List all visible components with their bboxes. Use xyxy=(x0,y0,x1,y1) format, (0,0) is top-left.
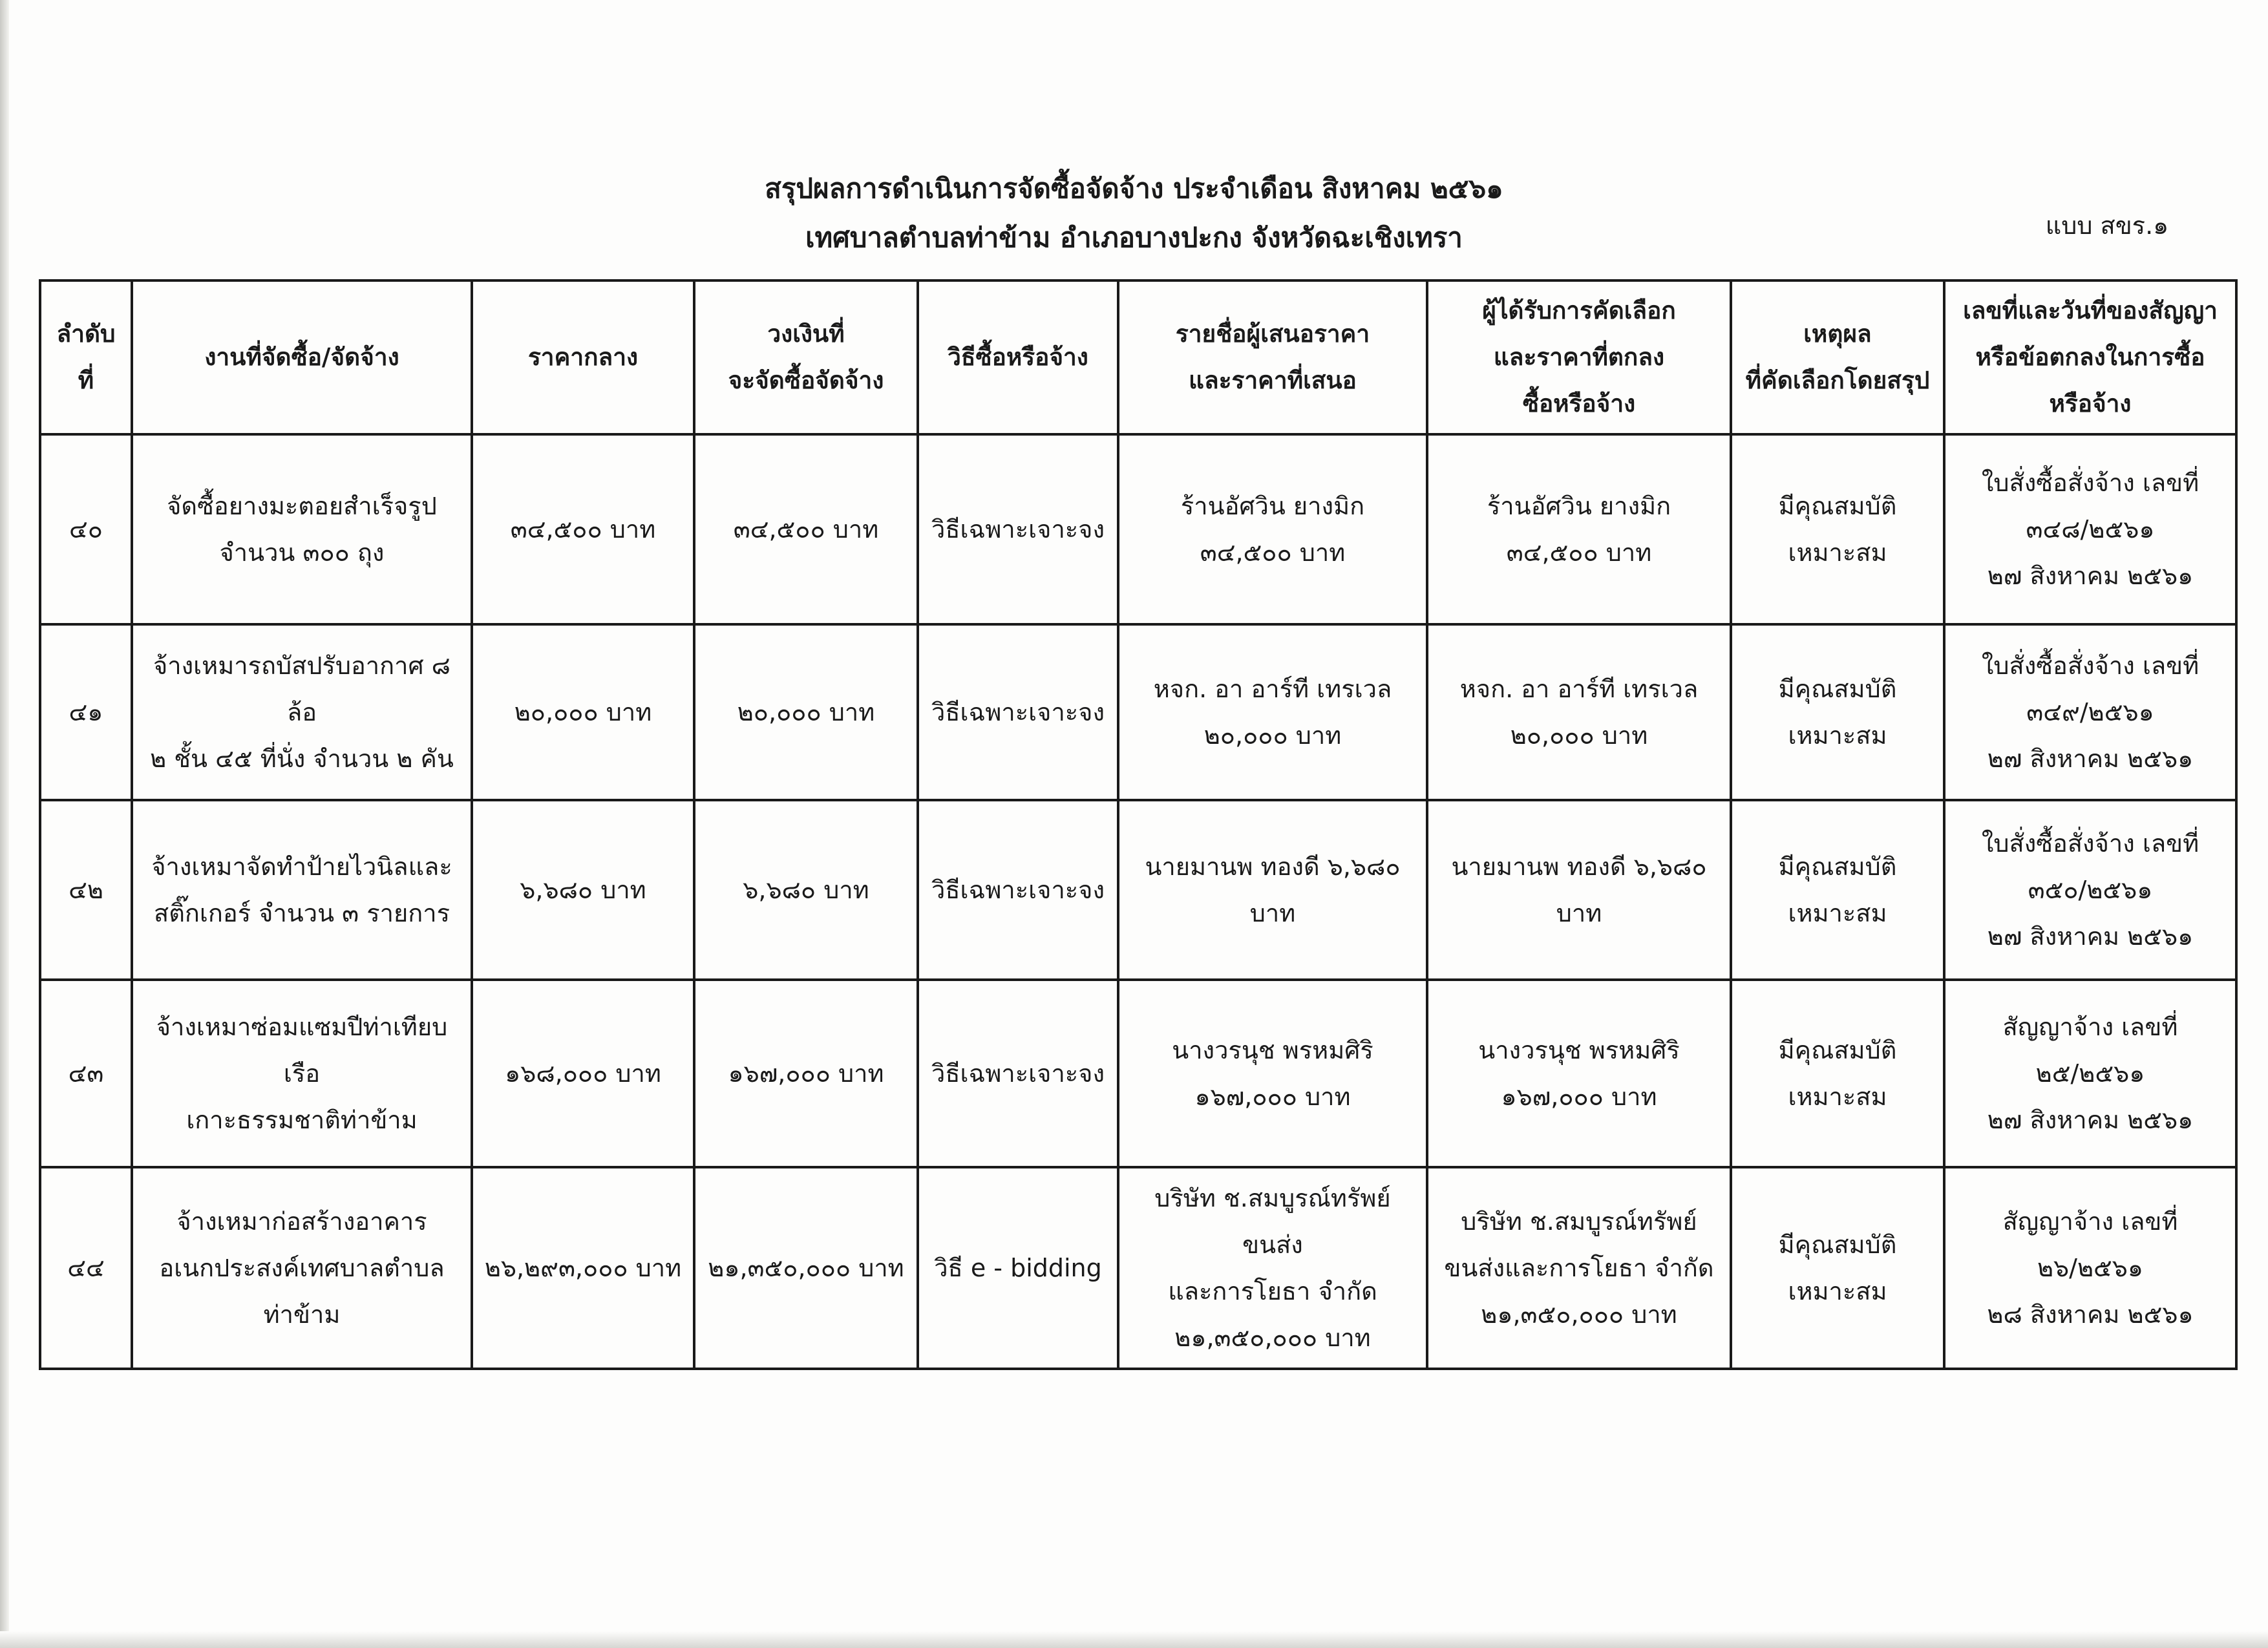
cell-no: ๔๒ xyxy=(40,800,132,980)
cell-no: ๔๐ xyxy=(40,434,132,624)
cell-median-price: ๓๔,๕๐๐ บาท xyxy=(472,434,694,624)
cell-bidders: หจก. อา อาร์ที เทรเวล ๒๐,๐๐๐ บาท xyxy=(1118,624,1427,800)
cell-median-price: ๖,๖๘๐ บาท xyxy=(472,800,694,980)
cell-contract: ใบสั่งซื้อสั่งจ้าง เลขที่ ๓๕๐/๒๕๖๑ ๒๗ สิงหาคม ๒๕๖๑ xyxy=(1944,800,2236,980)
form-code: แบบ สขร.๑ xyxy=(2045,211,2169,240)
cell-bidders: นายมานพ ทองดี ๖,๖๘๐ บาท xyxy=(1118,800,1427,980)
cell-budget: ๑๖๗,๐๐๐ บาท xyxy=(694,980,918,1167)
cell-budget: ๓๔,๕๐๐ บาท xyxy=(694,434,918,624)
cell-budget: ๖,๖๘๐ บาท xyxy=(694,800,918,980)
cell-budget: ๒๐,๐๐๐ บาท xyxy=(694,624,918,800)
cell-reason: มีคุณสมบัติ เหมาะสม xyxy=(1731,800,1944,980)
cell-reason: มีคุณสมบัติ เหมาะสม xyxy=(1731,434,1944,624)
cell-winner: หจก. อา อาร์ที เทรเวล ๒๐,๐๐๐ บาท xyxy=(1427,624,1731,800)
cell-method: วิธีเฉพาะเจาะจง xyxy=(918,434,1118,624)
table-row xyxy=(40,980,2236,1167)
cell-median-price: ๒๖,๒๙๓,๐๐๐ บาท xyxy=(472,1167,694,1369)
cell-winner: นายมานพ ทองดี ๖,๖๘๐ บาท xyxy=(1427,800,1731,980)
cell-budget: ๒๑,๓๕๐,๐๐๐ บาท xyxy=(694,1167,918,1369)
table-row xyxy=(40,1167,2236,1369)
cell-item: จ้างเหมาจัดทำป้ายไวนิลและ สติ๊กเกอร์ จำนวน ๓ รายการ xyxy=(132,800,472,980)
cell-contract: ใบสั่งซื้อสั่งจ้าง เลขที่ ๓๔๙/๒๕๖๑ ๒๗ สิงหาคม ๒๕๖๑ xyxy=(1944,624,2236,800)
cell-no: ๔๓ xyxy=(40,980,132,1167)
cell-bidders: นางวรนุช พรหมศิริ ๑๖๗,๐๐๐ บาท xyxy=(1118,980,1427,1167)
cell-no: ๔๑ xyxy=(40,624,132,800)
cell-item: จ้างเหมาซ่อมแซมปีท่าเทียบเรือ เกาะธรรมชาติท่าข้าม xyxy=(132,980,472,1167)
col-header-method: วิธีซื้อหรือจ้าง xyxy=(918,280,1118,434)
procurement-table xyxy=(39,279,2238,1370)
col-header-budget: วงเงินที่ จะจัดซื้อจัดจ้าง xyxy=(694,280,918,434)
cell-method: วิธี e - bidding xyxy=(918,1167,1118,1369)
cell-reason: มีคุณสมบัติ เหมาะสม xyxy=(1731,1167,1944,1369)
cell-contract: สัญญาจ้าง เลขที่ ๒๕/๒๕๖๑ ๒๗ สิงหาคม ๒๕๖๑ xyxy=(1944,980,2236,1167)
cell-no: ๔๔ xyxy=(40,1167,132,1369)
col-header-item: งานที่จัดซื้อ/จัดจ้าง xyxy=(132,280,472,434)
cell-bidders: บริษัท ช.สมบูรณ์ทรัพย์ขนส่ง และการโยธา จำกัด ๒๑,๓๕๐,๐๐๐ บาท xyxy=(1118,1167,1427,1369)
col-header-bidders: รายชื่อผู้เสนอราคา และราคาที่เสนอ xyxy=(1118,280,1427,434)
col-header-reason: เหตุผล ที่คัดเลือกโดยสรุป xyxy=(1731,280,1944,434)
document-title: สรุปผลการดำเนินการจัดซื้อจัดจ้าง ประจำเดือน สิงหาคม ๒๕๖๑ xyxy=(765,173,1503,204)
col-header-median-price: ราคากลาง xyxy=(472,280,694,434)
document-subtitle: เทศบาลตำบลท่าข้าม อำเภอบางปะกง จังหวัดฉะเชิงเทรา xyxy=(805,222,1463,253)
col-header-winner: ผู้ได้รับการคัดเลือก และราคาที่ตกลง ซื้อหรือจ้าง xyxy=(1427,280,1731,434)
table-row xyxy=(40,624,2236,800)
cell-item: จ้างเหมารถบัสปรับอากาศ ๘ ล้อ ๒ ชั้น ๔๕ ที่นั่ง จำนวน ๒ คัน xyxy=(132,624,472,800)
cell-reason: มีคุณสมบัติ เหมาะสม xyxy=(1731,980,1944,1167)
cell-contract: ใบสั่งซื้อสั่งจ้าง เลขที่ ๓๔๘/๒๕๖๑ ๒๗ สิงหาคม ๒๕๖๑ xyxy=(1944,434,2236,624)
cell-method: วิธีเฉพาะเจาะจง xyxy=(918,980,1118,1167)
cell-winner: ร้านอัศวิน ยางมิก ๓๔,๕๐๐ บาท xyxy=(1427,434,1731,624)
header-row xyxy=(40,280,2236,434)
cell-median-price: ๑๖๘,๐๐๐ บาท xyxy=(472,980,694,1167)
cell-median-price: ๒๐,๐๐๐ บาท xyxy=(472,624,694,800)
cell-reason: มีคุณสมบัติ เหมาะสม xyxy=(1731,624,1944,800)
cell-winner: บริษัท ช.สมบูรณ์ทรัพย์ ขนส่งและการโยธา จำกัด ๒๑,๓๕๐,๐๐๐ บาท xyxy=(1427,1167,1731,1369)
cell-item: จัดซื้อยางมะตอยสำเร็จรูป จำนวน ๓๐๐ ถุง xyxy=(132,434,472,624)
cell-item: จ้างเหมาก่อสร้างอาคาร อเนกประสงค์เทศบาลตำบล ท่าข้าม xyxy=(132,1167,472,1369)
col-header-contract: เลขที่และวันที่ของสัญญา หรือข้อตกลงในการซื้อ หรือจ้าง xyxy=(1944,280,2236,434)
cell-method: วิธีเฉพาะเจาะจง xyxy=(918,800,1118,980)
cell-winner: นางวรนุช พรหมศิริ ๑๖๗,๐๐๐ บาท xyxy=(1427,980,1731,1167)
col-header-no: ลำดับที่ xyxy=(40,280,132,434)
table-row xyxy=(40,434,2236,624)
table-row xyxy=(40,800,2236,980)
scan-edge-bottom xyxy=(0,1631,2268,1648)
cell-method: วิธีเฉพาะเจาะจง xyxy=(918,624,1118,800)
cell-contract: สัญญาจ้าง เลขที่ ๒๖/๒๕๖๑ ๒๘ สิงหาคม ๒๕๖๑ xyxy=(1944,1167,2236,1369)
cell-bidders: ร้านอัศวิน ยางมิก ๓๔,๕๐๐ บาท xyxy=(1118,434,1427,624)
